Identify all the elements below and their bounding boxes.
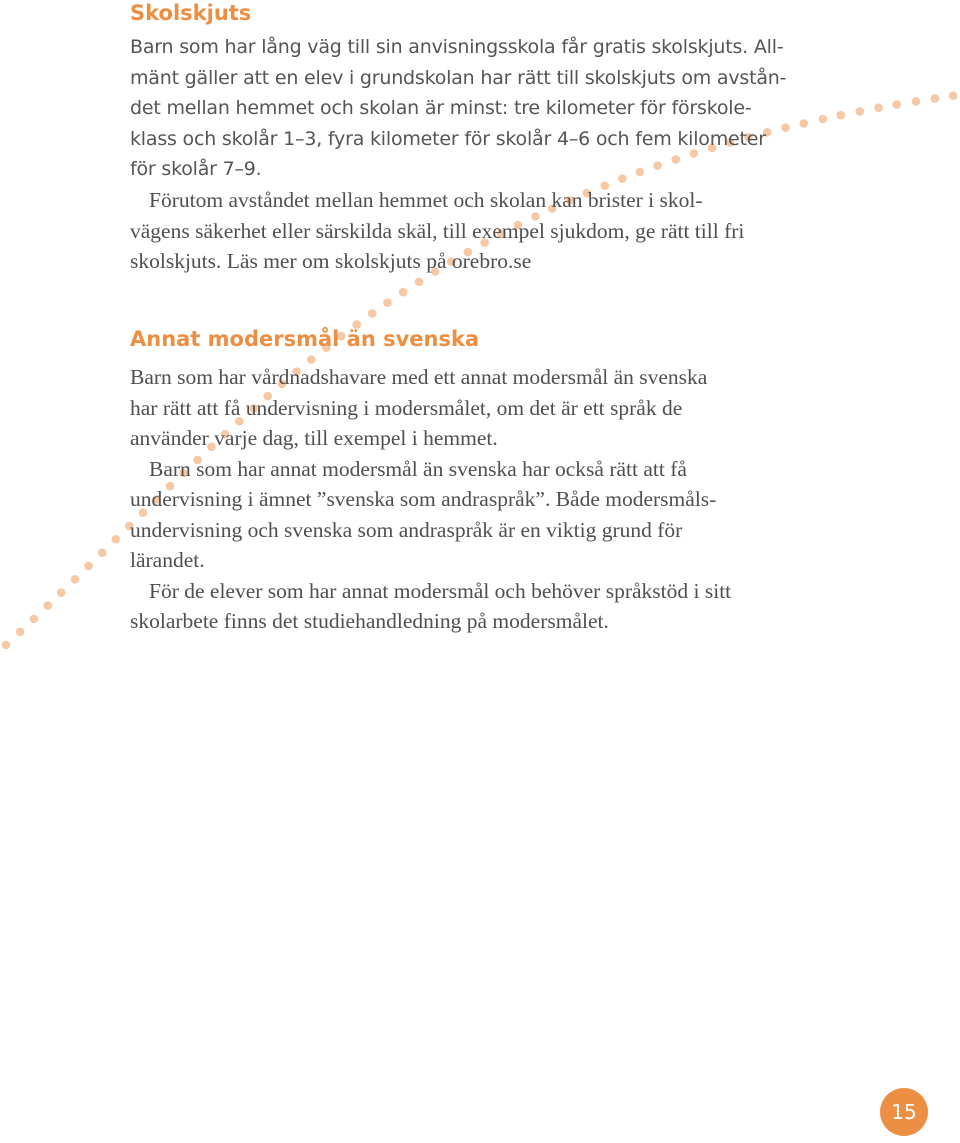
text-line: skolarbete finns det studiehandledning på modersmålet. — [130, 609, 609, 633]
decorative-dot — [949, 91, 958, 100]
decorative-dot — [57, 588, 66, 597]
text-line: har rätt att få undervisning i modersmålet, om det är ett språk de — [130, 395, 683, 420]
text-line: Förutom avståndet mellan hemmet och skolan kan brister i skol- — [149, 188, 703, 212]
decorative-dot — [2, 641, 11, 650]
text-line: lärandet. — [130, 548, 205, 572]
text-line: För de elever som har annat modersmål och behöver språkstöd i sitt — [149, 578, 732, 603]
text-line: undervisning i ämnet ”svenska som andraspråk”. Både modersmåls- — [130, 487, 717, 511]
text-line: Barn som har annat modersmål än svenska har också rätt att få — [149, 456, 687, 481]
decorative-dot — [892, 100, 901, 109]
decorative-dot — [399, 288, 408, 297]
text-line: det mellan hemmet och skolan är minst: tre kilometer för förskole- — [130, 97, 752, 119]
heading-skolskjuts: Skolskjuts — [130, 1, 252, 25]
decorative-dot — [98, 548, 107, 557]
page-number-badge: 15 — [880, 1088, 928, 1136]
decorative-dot — [112, 535, 121, 544]
decorative-dot — [912, 97, 921, 106]
decorative-dot — [16, 628, 25, 637]
decorative-dot — [71, 575, 80, 584]
text-line: mänt gäller att en elev i grundskolan har rätt till skolskjuts om avstån- — [130, 66, 787, 89]
text-line: vägens säkerhet eller särskilda skäl, till exempel sjukdom, ge rätt till fri — [130, 218, 745, 243]
skolskjuts-paragraph-2 — [130, 185, 744, 277]
text-line: använder varje dag, till exempel i hemmet. — [130, 426, 498, 450]
decorative-dot — [30, 615, 39, 624]
decorative-dot — [383, 298, 392, 307]
decorative-dot — [415, 278, 424, 287]
decorative-dot — [819, 115, 828, 124]
modersmal-text — [130, 362, 731, 637]
decorative-dot — [84, 562, 93, 571]
decorative-dot — [368, 309, 377, 318]
decorative-dot — [44, 601, 53, 610]
text-line: skolskjuts. Läs mer om skolskjuts på orebro.se — [130, 249, 532, 273]
text-line: undervisning och svenska som andraspråk är en viktig grund för — [130, 517, 683, 542]
text-line: Barn som har vårdnadshavare med ett annat modersmål än svenska — [130, 365, 708, 389]
heading-modersmal: Annat modersmål än svenska — [130, 327, 480, 351]
text-line: Barn som har lång väg till sin anvisningsskola får gratis skolskjuts. All- — [130, 36, 784, 58]
decorative-dot — [837, 111, 846, 120]
skolskjuts-paragraph-1 — [130, 32, 786, 185]
text-line: klass och skolår 1–3, fyra kilometer för skolår 4–6 och fem kilometer — [130, 127, 766, 150]
text-line: för skolår 7–9. — [130, 158, 262, 180]
decorative-dot — [856, 107, 865, 116]
decorative-dot — [931, 94, 940, 103]
decorative-dot — [874, 104, 883, 113]
decorative-dot — [799, 119, 808, 128]
